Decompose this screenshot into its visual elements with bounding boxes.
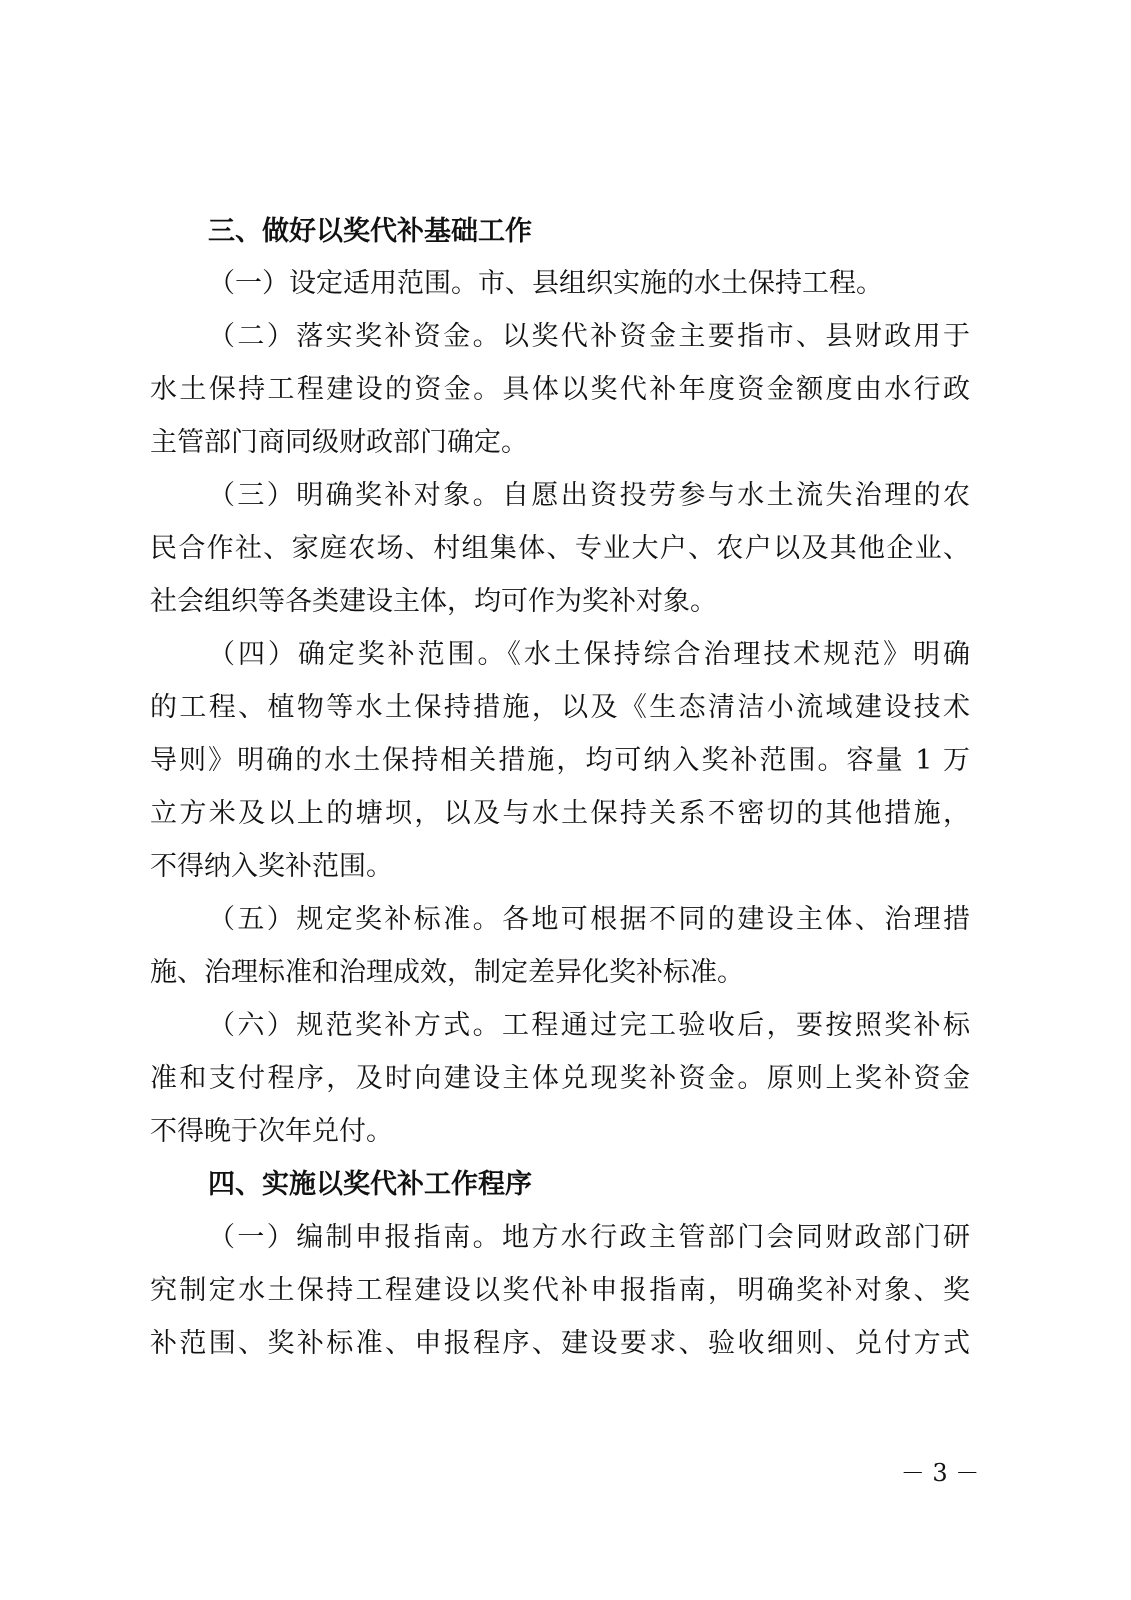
- paragraph-line: （一）设定适用范围。市、县组织实施的水土保持工程。: [208, 268, 883, 299]
- paragraph-line: 立方米及以上的塘坝，以及与水土保持关系不密切的其他措施，: [150, 798, 970, 829]
- paragraph-line: 不得晚于次年兑付。: [150, 1116, 393, 1147]
- paragraph-line: （六）规范奖补方式。工程通过完工验收后，要按照奖补标: [208, 1010, 970, 1041]
- paragraph-line: 民合作社、家庭农场、村组集体、专业大户、农户以及其他企业、: [150, 533, 970, 564]
- paragraph-line: 的工程、植物等水土保持措施，以及《生态清洁小流域建设技术: [150, 692, 970, 723]
- paragraph-line: （二）落实奖补资金。以奖代补资金主要指市、县财政用于: [208, 321, 970, 352]
- paragraph-line: 主管部门商同级财政部门确定。: [150, 427, 528, 458]
- paragraph-line: 社会组织等各类建设主体，均可作为奖补对象。: [150, 586, 717, 617]
- paragraph-line: 不得纳入奖补范围。: [150, 851, 393, 882]
- paragraph-line: （一）编制申报指南。地方水行政主管部门会同财政部门研: [208, 1222, 970, 1253]
- paragraph-line: 水土保持工程建设的资金。具体以奖代补年度资金额度由水行政: [150, 374, 970, 405]
- section-four-heading: 四、实施以奖代补工作程序: [208, 1169, 532, 1200]
- paragraph-line: 究制定水土保持工程建设以奖代补申报指南，明确奖补对象、奖: [150, 1275, 970, 1306]
- paragraph-line: 准和支付程序，及时向建设主体兑现奖补资金。原则上奖补资金: [150, 1063, 970, 1094]
- paragraph-line: （四）确定奖补范围。《水土保持综合治理技术规范》明确: [208, 639, 970, 670]
- section-three-heading: 三、做好以奖代补基础工作: [208, 216, 532, 247]
- paragraph-line: （五）规定奖补标准。各地可根据不同的建设主体、治理措: [208, 904, 970, 935]
- paragraph-line: 补范围、奖补标准、申报程序、建设要求、验收细则、兑付方式: [150, 1328, 970, 1359]
- paragraph-line: 施、治理标准和治理成效，制定差异化奖补标准。: [150, 957, 744, 988]
- paragraph-line: 导则》明确的水土保持相关措施，均可纳入奖补范围。容量 1 万: [150, 745, 970, 776]
- page-number: － 3 －: [900, 1459, 980, 1487]
- paragraph-line: （三）明确奖补对象。自愿出资投劳参与水土流失治理的农: [208, 480, 970, 511]
